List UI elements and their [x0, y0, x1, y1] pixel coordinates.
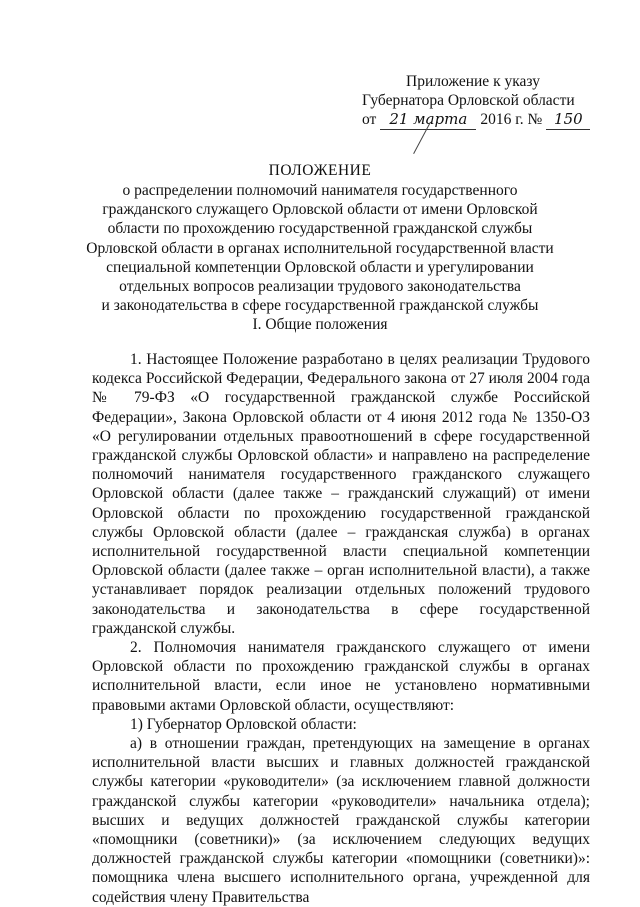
appendix-line-2: Губернатора Орловской области — [362, 92, 575, 109]
document-title: ПОЛОЖЕНИЕ — [268, 162, 372, 179]
paragraph: 1) Губернатор Орловской области: — [130, 715, 357, 733]
appendix-line-1: Приложение к указу — [406, 73, 540, 90]
subtitle-line: Орловской области в органах исполнительной государственной власти — [86, 239, 554, 257]
document-subtitle — [0, 181, 640, 315]
appendix-date-line — [362, 110, 590, 130]
document-body — [92, 350, 590, 907]
subtitle-line: специальной компетенции Орловской области и урегулировании — [106, 258, 534, 276]
year-suffix: 2016 г. № — [480, 111, 543, 128]
subtitle-line: о распределении полномочий нанимателя государственного — [122, 182, 518, 199]
section-heading: I. Общие положения — [252, 316, 388, 333]
paragraph: а) в отношении граждан, претендующих на замещение в органах исполнительной власти высших и главных должностей гражданской службы категории «руководители» (за исключением главной должности гражданской службы категории «руководители» начальника отдела); высших и ведущих должностей гражданской службы категории «помощники (советники)» (за исключением следующих ведущих должностей гражданской службы категории «помощники (советники)»: помощника члена высшего исполнительного органа, учрежденной для содействия члену Правительства — [92, 735, 590, 906]
subtitle-line: гражданского служащего Орловской области от имени Орловской — [102, 201, 538, 219]
paragraph: 2. Полномочия нанимателя гражданского служащего от имени Орловской области по прохождению гражданской службы в органах исполнительной власти, если иное не установлено нормативными правовыми актами Орловской области, осуществляют: — [92, 639, 590, 714]
appendix-header — [362, 72, 590, 130]
handwritten-number: 150 — [546, 110, 590, 130]
handwritten-date: 21 марта — [380, 110, 476, 130]
subtitle-line: и законодательства в сфере государственной гражданской службы — [101, 297, 539, 315]
date-prefix: от — [362, 111, 377, 128]
paragraph: 1. Настоящее Положение разработано в целях реализации Трудового кодекса Российской Федерации, Федерального закона от 27 июля 2004 года № 79-ФЗ «О государственной гражданской службе Российской Федерации», Закона Орловской области от 4 июня 2012 года № 1350-ОЗ «О регулировании отдельных правоотношений в сфере государственной гражданской службы Орловской области» и направлено на распределение полномочий нанимателя государственного гражданского служащего Орловской области (далее также – гражданский служащий) от имени Орловской области по прохождению государственной гражданской службы Орловской области (далее – гражданская служба) в органах исполнительной государственной власти специальной компетенции Орловской области (далее также – орган исполнительной власти), а также устанавливает порядок реализации отдельных положений трудового законодательства и законодательства в сфере государственной гражданской службы. — [92, 351, 590, 637]
subtitle-line: отдельных вопросов реализации трудового законодательства — [119, 278, 521, 296]
subtitle-line: области по прохождению государственной гражданской службы — [107, 220, 533, 238]
